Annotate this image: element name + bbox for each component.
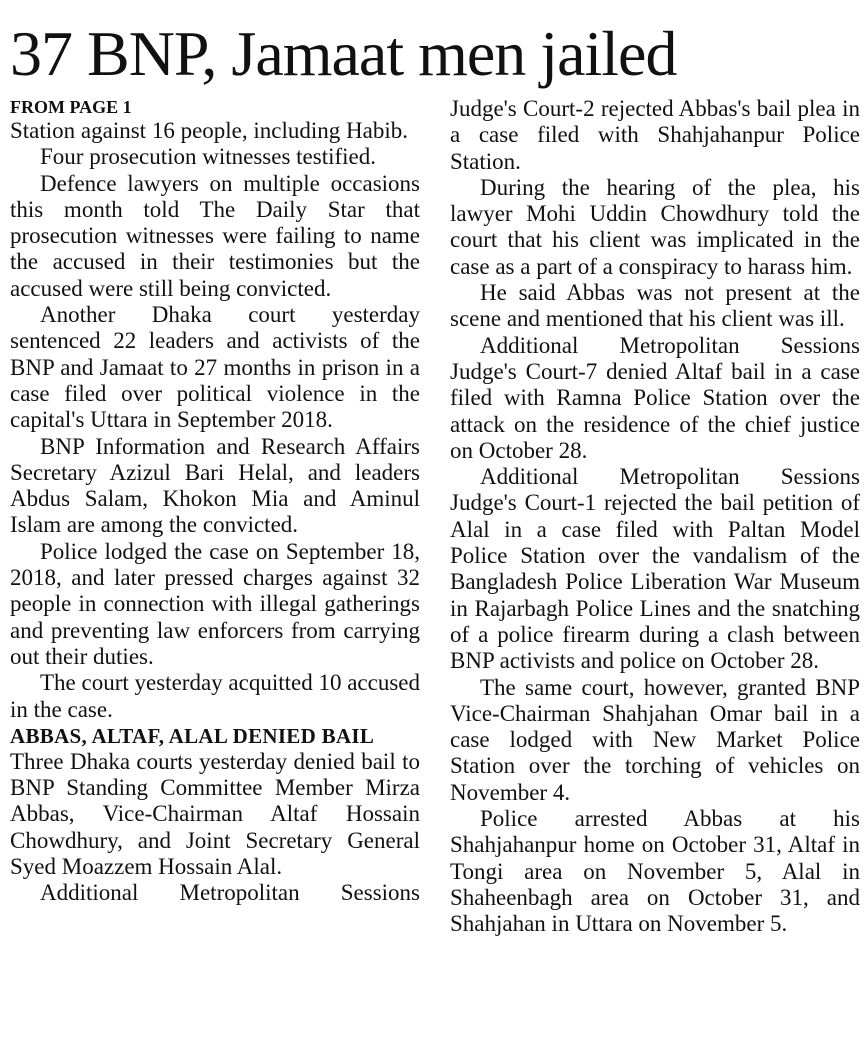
paragraph: Police lodged the case on September 18, 2018, and later pressed charges against 32 people in connection with illegal gatherings and preventing law enforcers from carrying out their duties.: [10, 538, 420, 669]
left-column: [10, 96, 420, 938]
paragraph: The same court, however, granted BNP Vice-Chairman Shahjahan Omar bail in a case lodged with New Market Police Station over the torching of vehicles on November 4.: [450, 674, 860, 805]
article-body: [10, 96, 860, 938]
paragraph: Station against 16 people, including Habib.: [10, 118, 408, 143]
paragraph: During the hearing of the plea, his lawyer Mohi Uddin Chowdhury told the court that his client was implicated in the case as a part of a conspiracy to harass him.: [450, 174, 860, 279]
paragraph: The court yesterday acquitted 10 accused in the case.: [10, 670, 420, 722]
paragraph: Another Dhaka court yesterday sentenced 22 leaders and activists of the BNP and Jamaat to 27 months in prison in a case filed over political violence in the capital's Uttara in September 2018.: [10, 302, 420, 433]
paragraph: Additional Metropolitan Sessions Judge's Court-7 denied Altaf bail in a case filed with Ramna Police Station over the attack on the residence of the chief justice on October 28.: [450, 332, 860, 463]
headline: 37 BNP, Jamaat men jailed: [10, 18, 677, 89]
paragraph: He said Abbas was not present at the scene and mentioned that his client was ill.: [450, 280, 860, 332]
paragraph: Police arrested Abbas at his Shahjahanpur home on October 31, Altaf in Tongi area on November 5, Alal in Shaheenbagh area on October 31, and Shahjahan in Uttara on November 5.: [450, 806, 860, 937]
paragraph: Defence lawyers on multiple occasions this month told The Daily Star that prosecution witnesses were failing to name the accused in their testimonies but the accused were still being convicted.: [10, 170, 420, 301]
section-subhead: ABBAS, ALTAF, ALAL DENIED BAIL: [10, 723, 375, 748]
paragraph: Additional Metropolitan Sessions Judge's Court-1 rejected the bail petition of Alal in a case filed with Paltan Model Police Station over the vandalism of the Bangladesh Police Liberation War Museum in Rajarbagh Police Lines and the snatching of a police firearm during a clash between BNP activists and police on October 28.: [450, 464, 860, 674]
right-column: [450, 96, 860, 938]
paragraph: Additional Metropolitan Sessions: [40, 880, 420, 906]
paragraph: Judge's Court-2 rejected Abbas's bail plea in a case filed with Shahjahanpur Police Station.: [450, 96, 860, 174]
paragraph: Three Dhaka courts yesterday denied bail to BNP Standing Committee Member Mirza Abbas, Vice-Chairman Altaf Hossain Chowdhury, and Joint Secretary General Syed Moazzem Hossain Alal.: [10, 748, 420, 880]
paragraph: BNP Information and Research Affairs Secretary Azizul Bari Helal, and leaders Abdus Salam, Khokon Mia and Aminul Islam are among the convicted.: [10, 433, 420, 538]
paragraph: Four prosecution witnesses testified.: [40, 144, 377, 170]
continuation-kicker: FROM PAGE 1: [10, 97, 132, 117]
